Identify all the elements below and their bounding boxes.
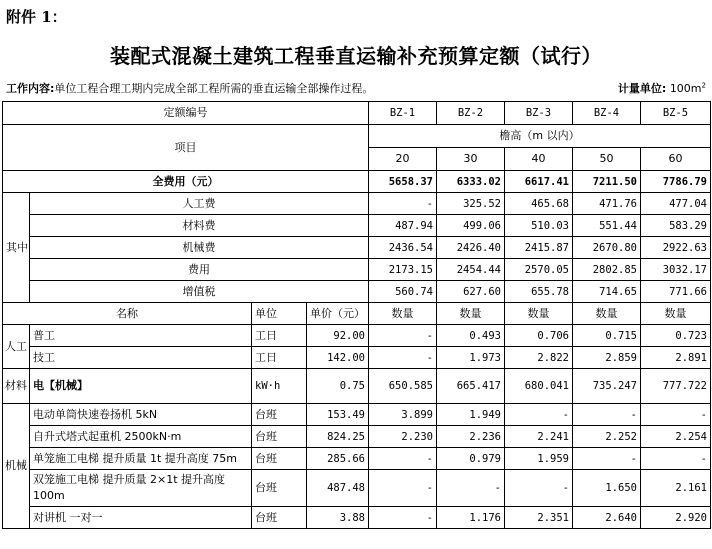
- cost-row: [3, 281, 711, 303]
- cost-value: 3032.17: [641, 259, 711, 281]
- cost-value: 771.66: [641, 281, 711, 303]
- quota-code: BZ-1: [369, 102, 437, 125]
- measure-unit: [618, 80, 706, 96]
- height-label: 檐高（m 以内）: [369, 125, 711, 148]
- resource-qty: 777.722: [641, 369, 711, 404]
- resource-qty: -: [369, 470, 437, 507]
- resource-qty: 2.859: [573, 347, 641, 369]
- resource-unit: 台班: [252, 426, 307, 448]
- cost-value: 477.04: [641, 193, 711, 215]
- resource-qty: -: [369, 325, 437, 347]
- total-value: 7786.79: [641, 171, 711, 193]
- quota-code: BZ-4: [573, 102, 641, 125]
- quota-code: BZ-5: [641, 102, 711, 125]
- machine-row: [3, 470, 711, 507]
- cost-label: 材料费: [30, 215, 369, 237]
- measure-unit-value: 100m: [669, 82, 702, 95]
- cost-label: 费用: [30, 259, 369, 281]
- resource-price: 487.48: [307, 470, 369, 507]
- cost-value: 510.03: [505, 215, 573, 237]
- total-row: [3, 171, 711, 193]
- measure-unit-sup: 2: [701, 81, 706, 90]
- cost-value: 2415.87: [505, 237, 573, 259]
- resource-qty: 2.241: [505, 426, 573, 448]
- work-content-label: 工作内容:: [6, 82, 55, 95]
- material-row: [3, 369, 711, 404]
- resource-name: 电动单筒快速卷扬机 5kN: [30, 404, 252, 426]
- cost-value: 627.60: [437, 281, 505, 303]
- resource-qty: 2.640: [573, 507, 641, 529]
- resource-qty: 3.899: [369, 404, 437, 426]
- cost-value: -: [369, 193, 437, 215]
- resource-qty: 0.723: [641, 325, 711, 347]
- resource-qty: 0.979: [437, 448, 505, 470]
- resource-qty: -: [641, 404, 711, 426]
- resource-qty: 2.254: [641, 426, 711, 448]
- qty-header: 数量: [505, 303, 573, 325]
- resource-price: 285.66: [307, 448, 369, 470]
- resource-name: 技工: [30, 347, 252, 369]
- unit-header: 单位: [252, 303, 307, 325]
- resource-qty: -: [437, 470, 505, 507]
- cost-value: 714.65: [573, 281, 641, 303]
- cost-label: 人工费: [30, 193, 369, 215]
- resource-price: 824.25: [307, 426, 369, 448]
- labor-row: [3, 325, 711, 347]
- cost-label: 机械费: [30, 237, 369, 259]
- resource-qty: 2.822: [505, 347, 573, 369]
- resource-name: 双笼施工电梯 提升质量 2×1t 提升高度 100m: [30, 470, 252, 507]
- document-title: 装配式混凝土建筑工程垂直运输补充预算定额（试行）: [110, 44, 602, 68]
- resource-qty: 2.351: [505, 507, 573, 529]
- resource-qty: 1.973: [437, 347, 505, 369]
- cost-value: 583.29: [641, 215, 711, 237]
- cost-label: 增值税: [30, 281, 369, 303]
- resource-price: 0.75: [307, 369, 369, 404]
- work-content: [6, 80, 373, 96]
- resource-qty: 650.585: [369, 369, 437, 404]
- work-content-text: 单位工程合理工期内完成全部工程所需的垂直运输全部操作过程。: [54, 82, 374, 95]
- height-value: 40: [505, 148, 573, 171]
- qty-header: 数量: [369, 303, 437, 325]
- cost-value: 2802.85: [573, 259, 641, 281]
- quota-table: [2, 101, 711, 529]
- cost-value: 471.76: [573, 193, 641, 215]
- cost-value: 2670.80: [573, 237, 641, 259]
- resource-name: 单笼施工电梯 提升质量 1t 提升高度 75m: [30, 448, 252, 470]
- quota-no-label: 定额编号: [3, 102, 369, 125]
- resource-qty: -: [369, 448, 437, 470]
- item-label: 项目: [3, 125, 369, 171]
- cost-row: [3, 259, 711, 281]
- qty-header: 数量: [641, 303, 711, 325]
- resource-price: 3.88: [307, 507, 369, 529]
- total-value: 6617.41: [505, 171, 573, 193]
- resource-unit: 台班: [252, 404, 307, 426]
- resource-qty: 1.959: [505, 448, 573, 470]
- resource-qty: 2.236: [437, 426, 505, 448]
- resource-header-row: [3, 303, 711, 325]
- cost-value: 487.94: [369, 215, 437, 237]
- labor-row: [3, 347, 711, 369]
- resource-qty: 0.706: [505, 325, 573, 347]
- resource-price: 153.49: [307, 404, 369, 426]
- resource-qty: 2.161: [641, 470, 711, 507]
- resource-qty: 665.417: [437, 369, 505, 404]
- resource-qty: -: [573, 404, 641, 426]
- height-header-row: [3, 125, 711, 148]
- attachment-label: 附件 1：: [6, 8, 67, 26]
- qty-header: 数量: [437, 303, 505, 325]
- resource-name: 普工: [30, 325, 252, 347]
- resource-name: 对讲机 一对一: [30, 507, 252, 529]
- price-header: 单价（元）: [307, 303, 369, 325]
- resource-qty: 2.252: [573, 426, 641, 448]
- height-value: 20: [369, 148, 437, 171]
- height-value: 50: [573, 148, 641, 171]
- quota-code: BZ-2: [437, 102, 505, 125]
- cost-value: 551.44: [573, 215, 641, 237]
- resource-qty: -: [641, 448, 711, 470]
- resource-qty: -: [505, 404, 573, 426]
- quota-no-row: [3, 102, 711, 125]
- machine-row: [3, 426, 711, 448]
- resource-qty: 0.493: [437, 325, 505, 347]
- resource-unit: 台班: [252, 507, 307, 529]
- cost-value: 2570.05: [505, 259, 573, 281]
- resource-qty: -: [369, 347, 437, 369]
- resource-qty: -: [573, 448, 641, 470]
- resource-qty: -: [505, 470, 573, 507]
- labor-group-label: 人工: [3, 325, 30, 369]
- qty-header: 数量: [573, 303, 641, 325]
- resource-price: 92.00: [307, 325, 369, 347]
- resource-unit: 工日: [252, 325, 307, 347]
- resource-qty: 2.920: [641, 507, 711, 529]
- resource-qty: 1.949: [437, 404, 505, 426]
- resource-qty: 1.176: [437, 507, 505, 529]
- machine-row: [3, 448, 711, 470]
- resource-qty: 735.247: [573, 369, 641, 404]
- total-value: 5658.37: [369, 171, 437, 193]
- resource-unit: 台班: [252, 470, 307, 507]
- cost-value: 2426.40: [437, 237, 505, 259]
- cost-value: 560.74: [369, 281, 437, 303]
- machine-row: [3, 404, 711, 426]
- height-value: 60: [641, 148, 711, 171]
- resource-name: 电【机械】: [30, 369, 252, 404]
- quota-code: BZ-3: [505, 102, 573, 125]
- including-label: 其中: [3, 193, 30, 303]
- total-value: 7211.50: [573, 171, 641, 193]
- resource-qty: -: [369, 507, 437, 529]
- name-header: 名称: [3, 303, 252, 325]
- resource-unit: 台班: [252, 448, 307, 470]
- cost-row: [3, 237, 711, 259]
- cost-row: [3, 193, 711, 215]
- cost-value: 2454.44: [437, 259, 505, 281]
- resource-qty: 680.041: [505, 369, 573, 404]
- resource-price: 142.00: [307, 347, 369, 369]
- cost-value: 499.06: [437, 215, 505, 237]
- resource-qty: 0.715: [573, 325, 641, 347]
- machine-group-label: 机械: [3, 404, 30, 529]
- cost-value: 325.52: [437, 193, 505, 215]
- resource-qty: 2.230: [369, 426, 437, 448]
- cost-row: [3, 215, 711, 237]
- resource-unit: kW·h: [252, 369, 307, 404]
- cost-value: 655.78: [505, 281, 573, 303]
- height-value: 30: [437, 148, 505, 171]
- resource-qty: 1.650: [573, 470, 641, 507]
- cost-value: 2922.63: [641, 237, 711, 259]
- machine-row: [3, 507, 711, 529]
- material-group-label: 材料: [3, 369, 30, 404]
- cost-value: 465.68: [505, 193, 573, 215]
- cost-value: 2173.15: [369, 259, 437, 281]
- resource-name: 自升式塔式起重机 2500kN·m: [30, 426, 252, 448]
- resource-unit: 工日: [252, 347, 307, 369]
- resource-qty: 2.891: [641, 347, 711, 369]
- total-label: 全费用（元）: [3, 171, 369, 193]
- total-value: 6333.02: [437, 171, 505, 193]
- cost-value: 2436.54: [369, 237, 437, 259]
- measure-unit-label: 计量单位:: [617, 82, 667, 95]
